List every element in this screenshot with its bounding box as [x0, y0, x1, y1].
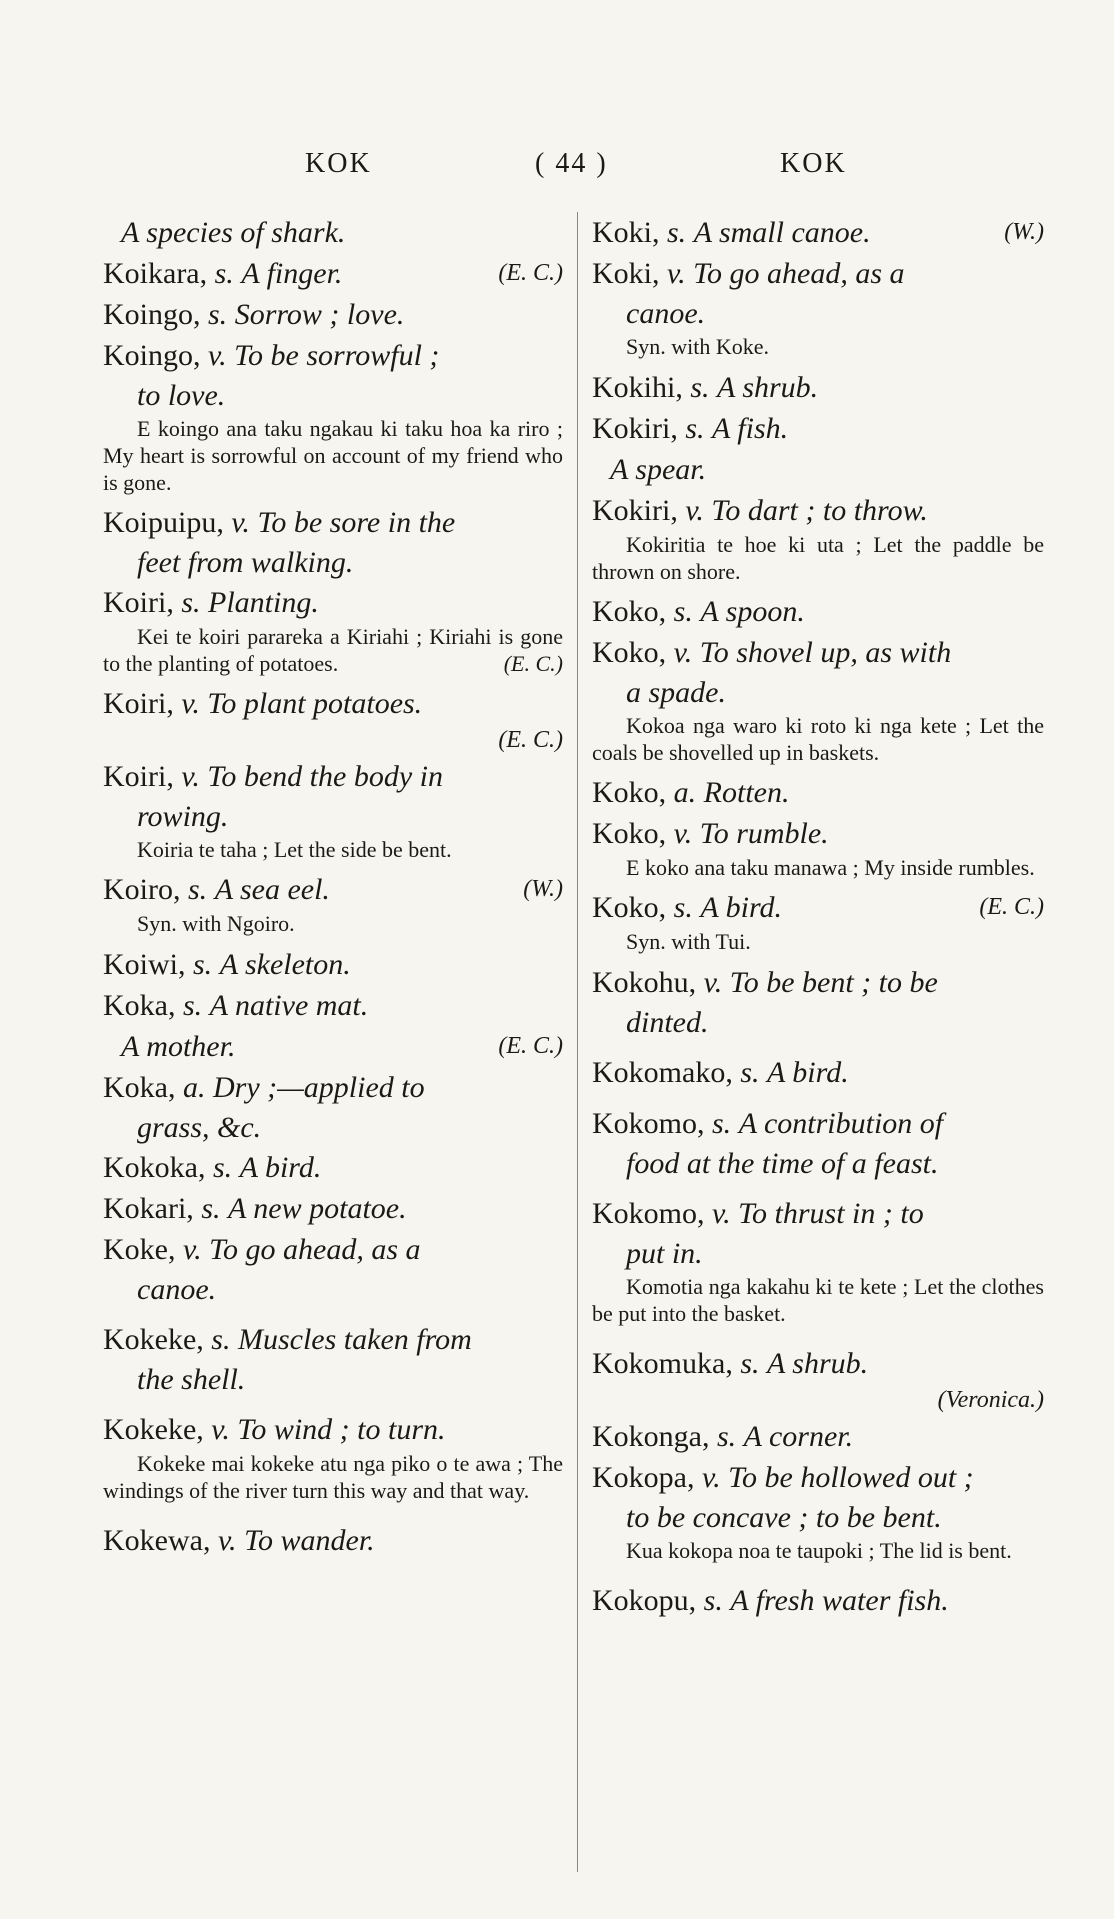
- dictionary-entry: [592, 887, 1044, 956]
- synonym-note: Syn. with Ngoiro.: [137, 911, 295, 936]
- example: Koiria te taha ; Let the side be bent.: [137, 837, 452, 862]
- example: [103, 623, 563, 677]
- part-of-speech: a.: [182, 1071, 206, 1104]
- dictionary-entry: [103, 1067, 563, 1147]
- header-left: KOK: [305, 148, 372, 179]
- definition: To go ahead, as a: [209, 1233, 421, 1266]
- dictionary-entry: [592, 632, 1044, 766]
- part-of-speech: s.: [193, 948, 213, 981]
- dictionary-entry: [592, 253, 1044, 361]
- dictionary-entry: [592, 1193, 1044, 1327]
- dictionary-entry: [103, 756, 563, 863]
- definition: To be hollowed out ;: [728, 1461, 974, 1494]
- headword: Kokonga,: [592, 1420, 710, 1453]
- part-of-speech: s.: [673, 595, 693, 628]
- header-right: KOK: [780, 148, 847, 179]
- definition: To be bent ; to be: [729, 966, 938, 999]
- headword: Koiri,: [103, 586, 174, 619]
- synonym-note: Syn. with Koke.: [626, 334, 769, 359]
- definition: A spoon.: [700, 595, 805, 628]
- definition: A contribution of: [738, 1107, 944, 1140]
- part-of-speech: s.: [740, 1347, 760, 1380]
- part-of-speech: v.: [701, 1461, 721, 1494]
- headword: Kokiri,: [592, 412, 678, 445]
- definition: A finger.: [241, 257, 343, 290]
- definition-continued: rowing.: [137, 800, 229, 833]
- headword: Kokihi,: [592, 371, 683, 404]
- dictionary-entry: [592, 813, 1044, 881]
- definition: A native mat.: [209, 989, 369, 1022]
- definition: To dart ; to throw.: [711, 494, 928, 527]
- part-of-speech: v.: [685, 494, 704, 527]
- part-of-speech: s.: [212, 1151, 233, 1184]
- headword: Kokopa,: [592, 1461, 695, 1494]
- headword: Koipuipu,: [103, 506, 224, 539]
- part-of-speech: s.: [703, 1584, 723, 1617]
- definition-continued: food at the time of a feast.: [626, 1147, 939, 1180]
- definition: A species of shark.: [121, 216, 346, 249]
- dictionary-entry: [592, 1416, 1044, 1457]
- left-column: [103, 212, 563, 1561]
- part-of-speech: s.: [716, 1420, 737, 1453]
- example: E koko ana taku manawa ; My inside rumbles.: [626, 855, 1035, 880]
- headword: Koiro,: [103, 873, 181, 906]
- definition: A new potatoe.: [228, 1192, 407, 1225]
- definition: Dry ;—applied to: [212, 1071, 425, 1104]
- headword: Koiwi,: [103, 948, 186, 981]
- column-divider: [577, 212, 578, 1872]
- definition: To go ahead, as a: [693, 257, 905, 290]
- definition: Rotten.: [703, 776, 790, 809]
- dictionary-entry: [103, 1409, 563, 1504]
- part-of-speech: v.: [217, 1524, 237, 1557]
- dictionary-entry: [103, 1229, 563, 1309]
- dictionary-entry: [592, 1343, 1044, 1416]
- dictionary-entry: [592, 1580, 1044, 1621]
- example: Kokeke mai kokeke atu nga piko o te awa ; The windings of the river turn this way and that way.: [103, 1451, 563, 1503]
- headword: Kokari,: [103, 1192, 194, 1225]
- headword: Koingo,: [103, 339, 201, 372]
- right-column: [592, 212, 1044, 1621]
- part-of-speech: v.: [182, 1233, 202, 1266]
- dictionary-entry: [103, 869, 563, 938]
- dictionary-entry: [592, 367, 1044, 408]
- headword: Koko,: [592, 891, 667, 924]
- headword: Koki,: [592, 257, 660, 290]
- source-note: (Veronica.): [937, 1387, 1044, 1413]
- dictionary-entry: [592, 449, 1044, 490]
- part-of-speech: s.: [188, 873, 208, 906]
- headword: Koke,: [103, 1233, 176, 1266]
- source-note: (W.): [1004, 219, 1044, 245]
- headword: Kokomuka,: [592, 1347, 733, 1380]
- dictionary-entry: [592, 408, 1044, 449]
- headword: Koiri,: [103, 687, 174, 720]
- part-of-speech: v.: [673, 817, 693, 850]
- dictionary-entry: [103, 1026, 563, 1067]
- part-of-speech: v.: [673, 636, 693, 669]
- definition: A mother.: [121, 1030, 236, 1063]
- definition-continued: feet from walking.: [137, 546, 354, 579]
- headword: Kokoka,: [103, 1151, 206, 1184]
- headword: Kokopu,: [592, 1584, 697, 1617]
- dictionary-entry: [592, 490, 1044, 585]
- definition: Sorrow ; love.: [234, 298, 405, 331]
- dictionary-entry: [103, 335, 563, 496]
- headword: Koko,: [592, 595, 667, 628]
- part-of-speech: v.: [712, 1197, 731, 1230]
- definition-continued: canoe.: [137, 1273, 217, 1306]
- definition: A sea eel.: [214, 873, 330, 906]
- headword: Koikara,: [103, 257, 208, 290]
- part-of-speech: s.: [673, 891, 693, 924]
- definition: A fish.: [712, 412, 789, 445]
- headword: Kokomo,: [592, 1107, 705, 1140]
- definition: A fresh water fish.: [730, 1584, 949, 1617]
- dictionary-entry: [103, 253, 563, 294]
- definition: A corner.: [743, 1420, 854, 1453]
- definition-continued: grass, &c.: [137, 1111, 262, 1144]
- definition: A bird.: [767, 1056, 849, 1089]
- part-of-speech: v.: [703, 966, 723, 999]
- definition: To be sore in the: [257, 506, 456, 539]
- definition: A bird.: [239, 1151, 322, 1184]
- dictionary-entry: [103, 1188, 563, 1229]
- dictionary-entry: [103, 582, 563, 677]
- example: E koingo ana taku ngakau ki taku hoa ka riro ; My heart is sorrowful on account of my friend who is gone.: [103, 416, 563, 495]
- dictionary-entry: [592, 212, 1044, 253]
- definition: Planting.: [208, 586, 319, 619]
- part-of-speech: v.: [181, 687, 200, 720]
- headword: Kokomo,: [592, 1197, 705, 1230]
- page-number: ( 44 ): [535, 148, 608, 179]
- example: Kua kokopa noa te taupoki ; The lid is bent.: [626, 1538, 1012, 1563]
- definition: A shrub.: [717, 371, 819, 404]
- example: Kokiritia te hoe ki uta ; Let the paddle be thrown on shore.: [592, 532, 1044, 584]
- dictionary-entry: [103, 502, 563, 582]
- headword: Kokeke,: [103, 1413, 204, 1446]
- definition-continued: dinted.: [626, 1006, 709, 1039]
- dictionary-entry: [103, 683, 563, 756]
- dictionary-entry: [103, 294, 563, 335]
- definition: To be sorrowful ;: [234, 339, 440, 372]
- part-of-speech: v.: [208, 339, 227, 372]
- dictionary-entry: [103, 1147, 563, 1188]
- headword: Koingo,: [103, 298, 201, 331]
- synonym-note: Syn. with Tui.: [626, 929, 751, 954]
- example-text: Kei te koiri parareka a Kiriahi ; Kiriahi is gone to the planting of potatoes.: [103, 624, 563, 676]
- definition: To wind ; to turn.: [237, 1413, 446, 1446]
- definition: A shrub.: [767, 1347, 869, 1380]
- headword: Kokomako,: [592, 1056, 733, 1089]
- part-of-speech: s.: [712, 1107, 732, 1140]
- part-of-speech: a.: [673, 776, 697, 809]
- dictionary-entry: [592, 1103, 1044, 1183]
- part-of-speech: v.: [181, 760, 200, 793]
- dictionary-entry: [103, 1319, 563, 1399]
- dictionary-entry: [592, 591, 1044, 632]
- dictionary-entry: [103, 985, 563, 1026]
- dictionary-entry: [592, 1052, 1044, 1093]
- definition: A spear.: [610, 453, 707, 486]
- example: Kokoa nga waro ki roto ki nga kete ; Let the coals be shovelled up in baskets.: [592, 713, 1044, 765]
- dictionary-entry: [592, 1457, 1044, 1564]
- definition-continued: to be concave ; to be bent.: [626, 1501, 942, 1534]
- source-note: (E. C.): [979, 894, 1044, 920]
- part-of-speech: s.: [214, 257, 234, 290]
- definition-continued: the shell.: [137, 1363, 246, 1396]
- definition: A bird.: [700, 891, 783, 924]
- headword: Koka,: [103, 989, 176, 1022]
- part-of-speech: s.: [181, 586, 201, 619]
- part-of-speech: v.: [211, 1413, 230, 1446]
- definition: To rumble.: [699, 817, 829, 850]
- definition: To thrust in ; to: [738, 1197, 924, 1230]
- definition: To wander.: [244, 1524, 375, 1557]
- dictionary-entry: [103, 1520, 563, 1561]
- headword: Koki,: [592, 216, 660, 249]
- part-of-speech: v.: [231, 506, 250, 539]
- dictionary-entry: [103, 212, 563, 253]
- definition: A skeleton.: [219, 948, 351, 981]
- source-note: (E. C.): [503, 651, 563, 676]
- definition: To shovel up, as with: [699, 636, 952, 669]
- headword: Kokiri,: [592, 494, 678, 527]
- source-note: (E. C.): [498, 727, 563, 753]
- part-of-speech: s.: [208, 298, 228, 331]
- headword: Kokewa,: [103, 1524, 211, 1557]
- headword: Kokeke,: [103, 1323, 204, 1356]
- source-note: (E. C.): [498, 1033, 563, 1059]
- source-note: (E. C.): [498, 260, 563, 286]
- part-of-speech: s.: [182, 989, 203, 1022]
- example: Komotia nga kakahu ki te kete ; Let the clothes be put into the basket.: [592, 1274, 1044, 1326]
- headword: Koko,: [592, 817, 667, 850]
- definition-continued: canoe.: [626, 297, 706, 330]
- definition-continued: to love.: [137, 379, 226, 412]
- definition: To bend the body in: [207, 760, 443, 793]
- definition-continued: a spade.: [626, 676, 726, 709]
- headword: Koko,: [592, 776, 667, 809]
- headword: Kokohu,: [592, 966, 697, 999]
- definition: To plant potatoes.: [207, 687, 423, 720]
- part-of-speech: s.: [690, 371, 710, 404]
- headword: Koka,: [103, 1071, 176, 1104]
- running-header: [0, 148, 1114, 188]
- part-of-speech: s.: [740, 1056, 760, 1089]
- headword: Koiri,: [103, 760, 174, 793]
- part-of-speech: s.: [201, 1192, 221, 1225]
- part-of-speech: s.: [667, 216, 687, 249]
- part-of-speech: s.: [211, 1323, 231, 1356]
- source-note: (W.): [523, 876, 563, 902]
- dictionary-entry: [592, 772, 1044, 813]
- headword: Koko,: [592, 636, 667, 669]
- part-of-speech: s.: [685, 412, 705, 445]
- definition: A small canoe.: [693, 216, 871, 249]
- dictionary-entry: [592, 962, 1044, 1042]
- definition-continued: put in.: [626, 1237, 703, 1270]
- part-of-speech: v.: [667, 257, 686, 290]
- dictionary-entry: [103, 944, 563, 985]
- definition: Muscles taken from: [237, 1323, 472, 1356]
